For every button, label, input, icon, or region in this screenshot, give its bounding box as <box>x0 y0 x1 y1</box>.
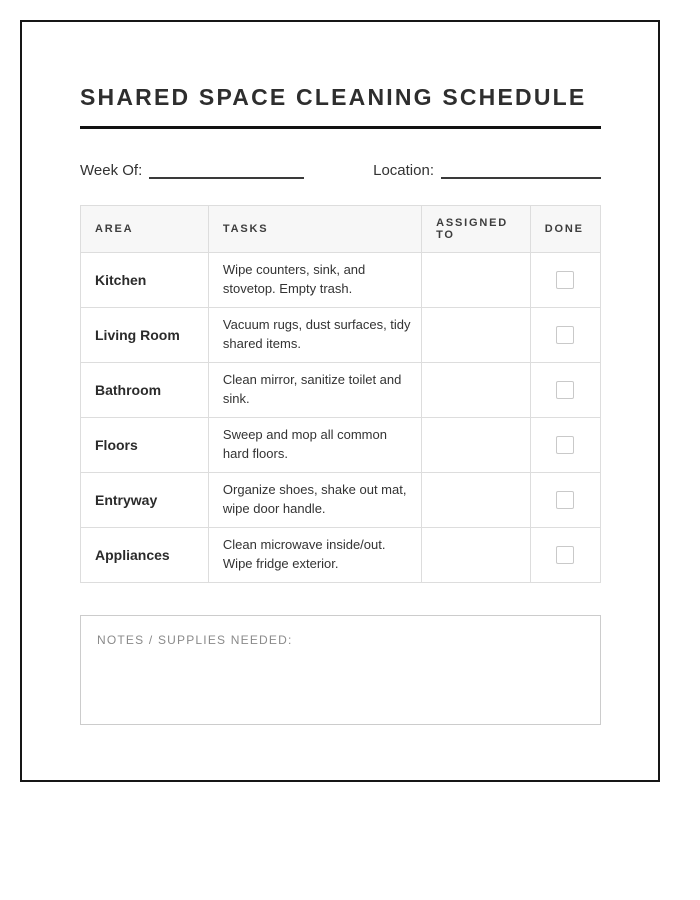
header-area: AREA <box>81 206 209 253</box>
table-row <box>81 528 601 583</box>
done-checkbox[interactable] <box>556 546 574 564</box>
cleaning-schedule-table <box>80 205 601 583</box>
form-fields-row <box>80 162 601 179</box>
table-row <box>81 418 601 473</box>
location-input[interactable] <box>441 163 601 179</box>
table-row <box>81 253 601 308</box>
title-divider <box>80 126 601 129</box>
notes-section[interactable] <box>80 615 601 725</box>
area-cell: Kitchen <box>81 253 209 308</box>
assigned-to-cell[interactable] <box>422 418 531 473</box>
page-frame <box>20 20 660 782</box>
assigned-to-cell[interactable] <box>422 473 531 528</box>
assigned-to-cell[interactable] <box>422 528 531 583</box>
assigned-to-cell[interactable] <box>422 308 531 363</box>
done-checkbox[interactable] <box>556 381 574 399</box>
header-assigned-to: ASSIGNED TO <box>422 206 531 253</box>
week-of-label: Week Of: <box>80 162 143 179</box>
week-of-field <box>80 162 304 179</box>
header-done: DONE <box>530 206 600 253</box>
table-row <box>81 308 601 363</box>
table-header-row <box>81 206 601 253</box>
done-checkbox[interactable] <box>556 271 574 289</box>
done-checkbox[interactable] <box>556 436 574 454</box>
done-checkbox[interactable] <box>556 326 574 344</box>
area-cell: Floors <box>81 418 209 473</box>
page-title: SHARED SPACE CLEANING SCHEDULE <box>80 84 587 110</box>
tasks-cell: Sweep and mop all common hard floors. <box>208 418 421 473</box>
tasks-cell: Vacuum rugs, dust surfaces, tidy shared items. <box>208 308 421 363</box>
tasks-cell: Wipe counters, sink, and stovetop. Empty trash. <box>208 253 421 308</box>
location-label: Location: <box>373 162 434 179</box>
notes-label: NOTES / SUPPLIES NEEDED: <box>97 633 293 647</box>
table-row <box>81 363 601 418</box>
assigned-to-cell[interactable] <box>422 253 531 308</box>
assigned-to-cell[interactable] <box>422 363 531 418</box>
done-checkbox[interactable] <box>556 491 574 509</box>
page-content <box>22 22 658 725</box>
tasks-cell: Organize shoes, shake out mat, wipe door handle. <box>208 473 421 528</box>
header-tasks: TASKS <box>208 206 421 253</box>
area-cell: Living Room <box>81 308 209 363</box>
week-of-input[interactable] <box>149 163 304 179</box>
table-row <box>81 473 601 528</box>
tasks-cell: Clean mirror, sanitize toilet and sink. <box>208 363 421 418</box>
location-field <box>373 162 601 179</box>
tasks-cell: Clean microwave inside/out. Wipe fridge exterior. <box>208 528 421 583</box>
area-cell: Entryway <box>81 473 209 528</box>
area-cell: Bathroom <box>81 363 209 418</box>
area-cell: Appliances <box>81 528 209 583</box>
